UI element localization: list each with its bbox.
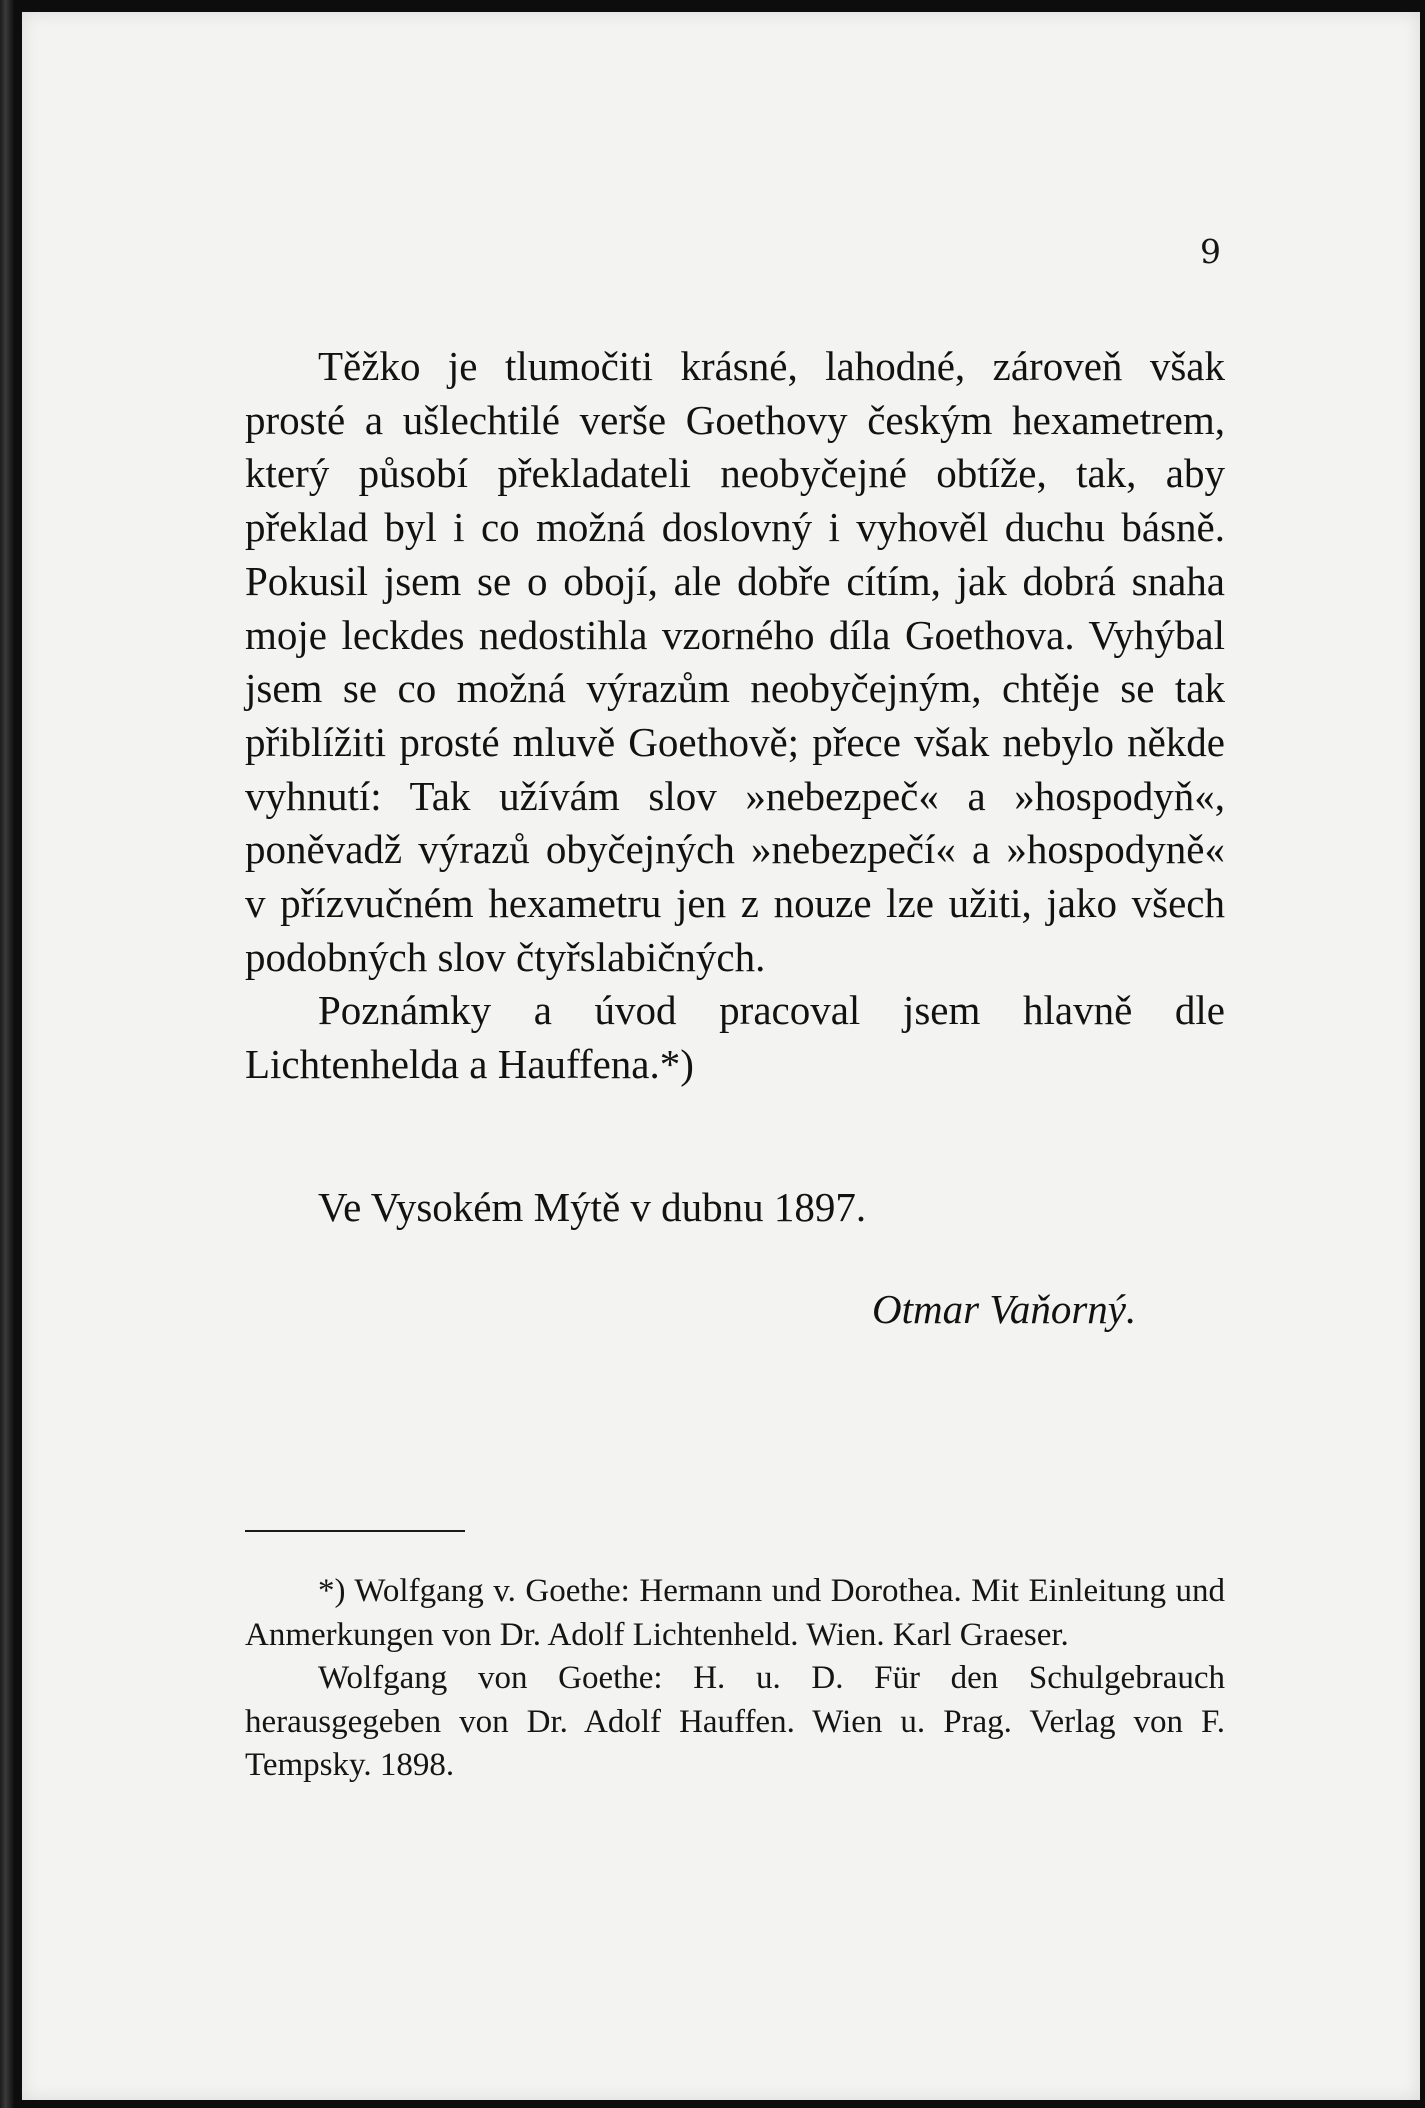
footnote-lichtenheld: *) Wolfgang v. Goethe: Hermann und Dorothea. Mit Einleitung und Anmerkungen von Dr. Adolf Lichtenheld. Wien. Karl Graeser. (245, 1573, 1225, 1653)
footnotes (245, 1570, 1225, 1788)
author-signature: Otmar Vaňorný. (872, 1286, 1137, 1332)
footnote-divider (245, 1530, 465, 1532)
paragraph-translation-notes: Těžko je tlumočiti krásné, lahodné, zároveň však prosté a ušlechtilé verše Goethovy českým hexametrem, který působí překladateli neobyčejné obtíže, tak, aby překlad byl i co možná doslovný i vyhověl duchu básně. Pokusil jsem se o obojí, ale dobře cítím, jak dobrá snaha moje leckdes nedostihla vzorného díla Goethova. Vyhýbal jsem se co možná výrazům neobyčejným, chtěje se tak přiblížiti prosté mluvě Goethově; přece však nebylo někde vyhnutí: Tak užívám slov »nebezpeč« a »hospodyň«, poněvadž výrazů obyčejných »nebezpečí« a »hospodyně« v přízvučném hexametru jen z nouze lze užiti, jako všech podobných slov čtyřslabičných. (245, 343, 1225, 980)
paragraph-sources: Poznámky a úvod pracoval jsem hlavně dle Lichtenhelda a Hauffena.*) (245, 987, 1225, 1088)
dateline: Ve Vysokém Mýtě v dubnu 1897. (318, 1184, 867, 1230)
page-number: 9 (1200, 232, 1221, 271)
book-page (22, 12, 1420, 2100)
main-text (245, 340, 1225, 1092)
footnote-hauffen: Wolfgang von Goethe: H. u. D. Für den Schulgebrauch herausgegeben von Dr. Adolf Hauffen. Wien u. Prag. Verlag von F. Tempsky. 1898. (245, 1660, 1225, 1783)
scan-binding-edge (0, 0, 14, 2108)
